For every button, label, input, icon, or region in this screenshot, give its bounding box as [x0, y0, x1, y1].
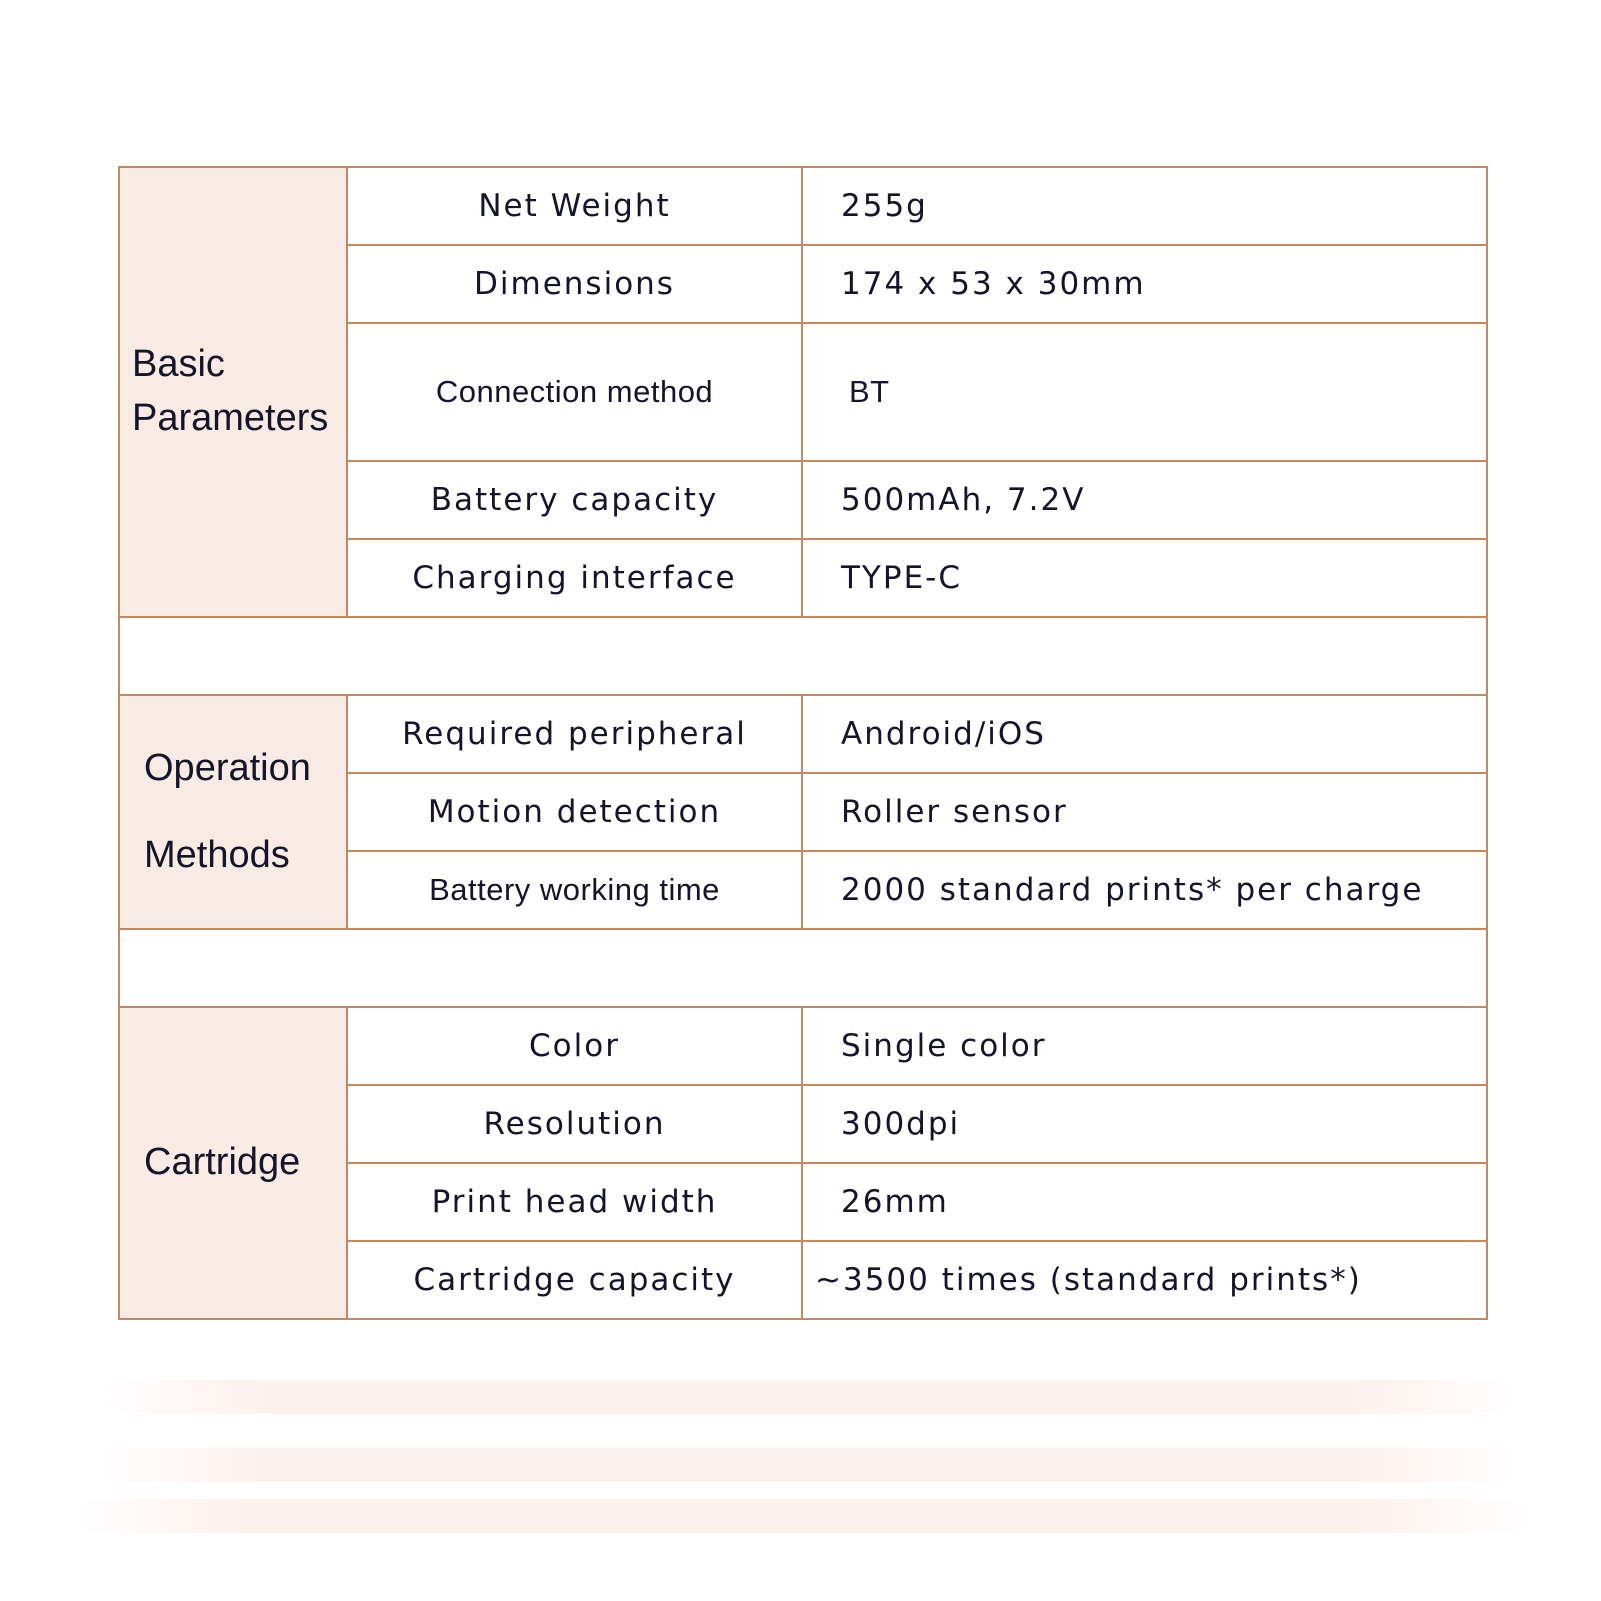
spec-label-battery-working-time: Battery working time [347, 851, 802, 929]
table-row [119, 167, 1487, 245]
spec-label-battery-capacity: Battery capacity [347, 461, 802, 539]
spec-label-required-peripheral: Required peripheral [347, 695, 802, 773]
spec-label-connection-method: Connection method [347, 323, 802, 461]
spacer-row [119, 617, 1487, 695]
category-label: Operation Methods [144, 746, 311, 876]
spec-value-charging-interface: TYPE-C [802, 539, 1487, 617]
table-row [119, 695, 1487, 773]
decorative-fade-band [96, 1380, 1524, 1414]
spec-label-print-head-width: Print head width [347, 1163, 802, 1241]
category-cell-operation-methods [119, 695, 347, 929]
spec-value-connection-method: BT [802, 323, 1487, 461]
spec-label-motion-detection: Motion detection [347, 773, 802, 851]
decorative-fade-band [88, 1448, 1528, 1482]
spec-value-print-head-width: 26mm [802, 1163, 1487, 1241]
spec-value-dimensions: 174 x 53 x 30mm [802, 245, 1487, 323]
spacer-cell [119, 617, 1487, 695]
spec-label-net-weight: Net Weight [347, 167, 802, 245]
spec-label-dimensions: Dimensions [347, 245, 802, 323]
spec-value-battery-capacity: 500mAh, 7.2V [802, 461, 1487, 539]
category-cell-cartridge [119, 1007, 347, 1319]
spec-label-color: Color [347, 1007, 802, 1085]
spec-label-charging-interface: Charging interface [347, 539, 802, 617]
spec-table [118, 166, 1488, 1320]
spec-label-cartridge-capacity: Cartridge capacity [347, 1241, 802, 1319]
table-row [119, 1007, 1487, 1085]
decorative-fade-band [66, 1499, 1536, 1533]
spec-label-resolution: Resolution [347, 1085, 802, 1163]
spacer-row [119, 929, 1487, 1007]
spec-value-cartridge-capacity: ~3500 times (standard prints*) [802, 1241, 1487, 1319]
spec-value-motion-detection: Roller sensor [802, 773, 1487, 851]
category-cell-basic-parameters [119, 167, 347, 617]
spec-value-resolution: 300dpi [802, 1085, 1487, 1163]
spacer-cell [119, 929, 1487, 1007]
spec-value-color: Single color [802, 1007, 1487, 1085]
spec-value-required-peripheral: Android/iOS [802, 695, 1487, 773]
category-label: Cartridge [144, 1141, 301, 1184]
category-label: Basic Parameters [132, 343, 329, 439]
spec-value-battery-working-time: 2000 standard prints* per charge [802, 851, 1487, 929]
spec-value-net-weight: 255g [802, 167, 1487, 245]
